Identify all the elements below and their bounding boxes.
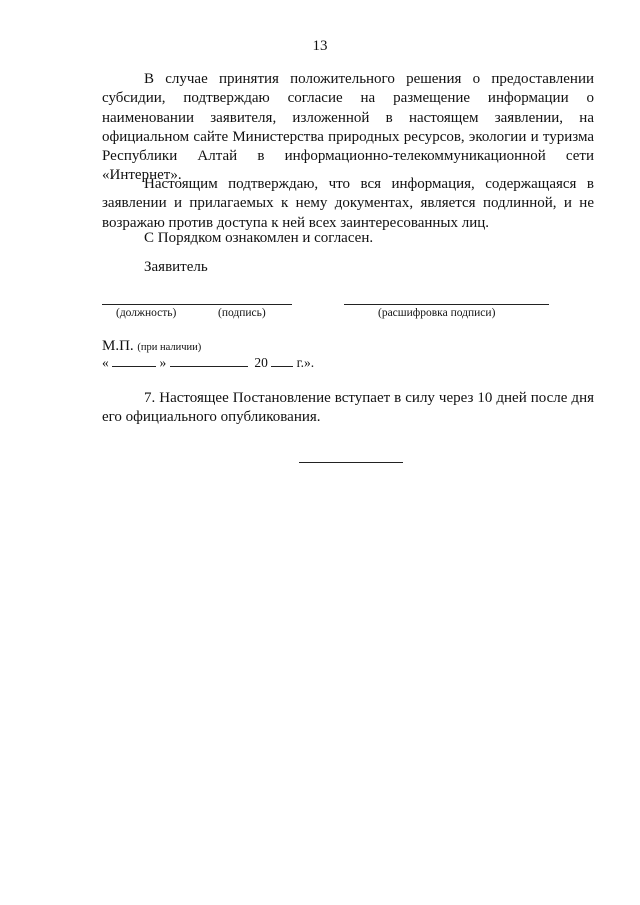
stamp-line [102,338,201,355]
position-signature-line [102,304,292,305]
year-prefix: 20 [254,355,268,370]
end-rule [299,462,403,463]
signature-decode-label: (расшифровка подписи) [378,307,496,319]
acquainted-paragraph: С Порядком ознакомлен и согласен. [144,230,374,246]
confirmation-paragraph: Настоящим подтверждаю, что вся информация, содержащаяся в заявлении и прилагаемых к нему документах, является подлинной, и не возражаю против доступа к ней всех заинтересованных лиц. [102,176,594,231]
date-open-quote: « [102,355,109,370]
year-blank [271,354,293,367]
decode-signature-line [344,304,549,305]
date-line [102,354,314,371]
signature-label: (подпись) [218,307,266,319]
date-close-quote: » [159,355,167,370]
position-label: (должность) [116,307,177,319]
day-blank [112,354,156,367]
stamp-note: (при наличии) [137,342,202,353]
month-blank [170,354,248,367]
applicant-label: Заявитель [144,259,208,275]
page-number: 13 [312,38,328,54]
item-7-paragraph: 7. Настоящее Постановление вступает в силу через 10 дней после дня его официального опубликования. [102,390,594,426]
year-suffix: г.». [296,355,315,370]
stamp-label: М.П. [102,338,134,354]
consent-paragraph: В случае принятия положительного решения о предоставлении субсидии, подтверждаю согласие на размещение информации о наименовании заявителя, изложенной в настоящем заявлении, на официальном сайте Министерства природных ресурсов, экологии и туризма Республики Алтай в информационно-телекоммуникационной сети «Интернет». [102,71,594,184]
